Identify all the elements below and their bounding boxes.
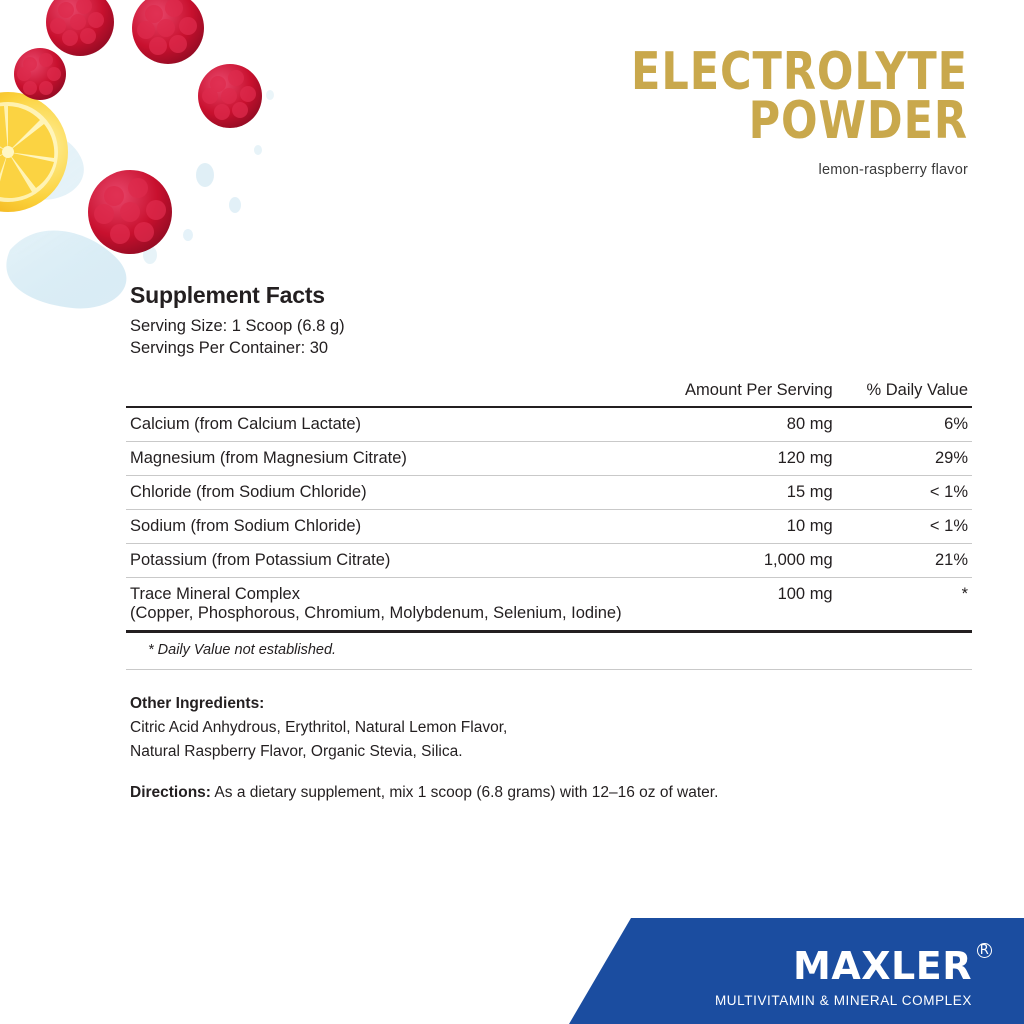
registered-trademark-icon: R [977, 943, 992, 958]
other-ingredients-heading: Other Ingredients: [130, 694, 265, 712]
nutrient-dv: < 1% [929, 516, 968, 535]
product-title-line1: ELECTROLYTE [631, 42, 968, 102]
nutrient-amount: 120 mg [777, 448, 833, 467]
table-row [126, 407, 972, 442]
nutrient-name: Trace Mineral Complex [130, 584, 300, 603]
nutrient-dv: < 1% [929, 482, 968, 501]
other-ingredients [126, 692, 972, 764]
product-title-line2: POWDER [748, 90, 968, 151]
supplement-facts-title: Supplement Facts [130, 282, 325, 308]
serving-size: Serving Size: 1 Scoop (6.8 g) [130, 317, 345, 335]
product-flavor: lemon-raspberry flavor [818, 161, 968, 178]
column-header-dv: % Daily Value [837, 374, 972, 407]
nutrient-dv: 29% [934, 448, 968, 467]
brand-logo [714, 943, 990, 1008]
lemon-slice [0, 92, 68, 212]
directions-text: As a dietary supplement, mix 1 scoop (6.8 grams) with 12–16 oz of water. [214, 783, 719, 801]
nutrient-name: Sodium (from Sodium Chloride) [130, 516, 362, 535]
nutrient-amount: 100 mg [777, 584, 833, 603]
daily-value-footnote: * Daily Value not established. [126, 633, 972, 670]
nutrient-amount: 15 mg [786, 482, 833, 501]
nutrient-dv: 6% [944, 414, 968, 433]
fruit-splash-artwork [0, 0, 300, 330]
nutrient-name: Chloride (from Sodium Chloride) [130, 482, 367, 501]
nutrient-amount: 80 mg [786, 414, 833, 433]
column-header-amount: Amount Per Serving [651, 374, 837, 407]
table-row [126, 475, 972, 509]
nutrient-dv: 21% [934, 550, 968, 569]
brand-logo-name: MAXLER [793, 944, 972, 988]
footer-banner [0, 918, 1024, 1024]
directions [126, 784, 972, 802]
column-header-nutrient [126, 374, 651, 407]
directions-heading: Directions: [130, 783, 211, 801]
servings-per-container: Servings Per Container: 30 [130, 339, 329, 358]
raspberry-cluster [14, 0, 262, 254]
supplement-facts-table [126, 374, 972, 633]
product-header [488, 42, 968, 178]
other-ingredients-line2: Natural Raspberry Flavor, Organic Stevia, Silica. [130, 742, 463, 760]
nutrient-name: Magnesium (from Magnesium Citrate) [130, 448, 407, 467]
nutrient-subtext: (Copper, Phosphorous, Chromium, Molybdenum, Selenium, Iodine) [130, 603, 622, 622]
nutrient-amount: 10 mg [786, 516, 833, 535]
water-splash [0, 90, 274, 308]
nutrient-amount: 1,000 mg [763, 550, 833, 569]
nutrient-dv: * [961, 584, 968, 603]
brand-logo-text [793, 943, 990, 988]
table-row [126, 509, 972, 543]
table-row [126, 543, 972, 577]
other-ingredients-line1: Citric Acid Anhydrous, Erythritol, Natural Lemon Flavor, [130, 718, 508, 736]
brand-tagline: MULTIVITAMIN & MINERAL COMPLEX [714, 993, 972, 1008]
nutrient-name: Calcium (from Calcium Lactate) [130, 414, 362, 433]
table-header-row [126, 374, 972, 407]
table-row [126, 577, 972, 631]
table-row [126, 441, 972, 475]
supplement-facts-panel [126, 282, 972, 802]
nutrient-name: Potassium (from Potassium Citrate) [130, 550, 391, 569]
